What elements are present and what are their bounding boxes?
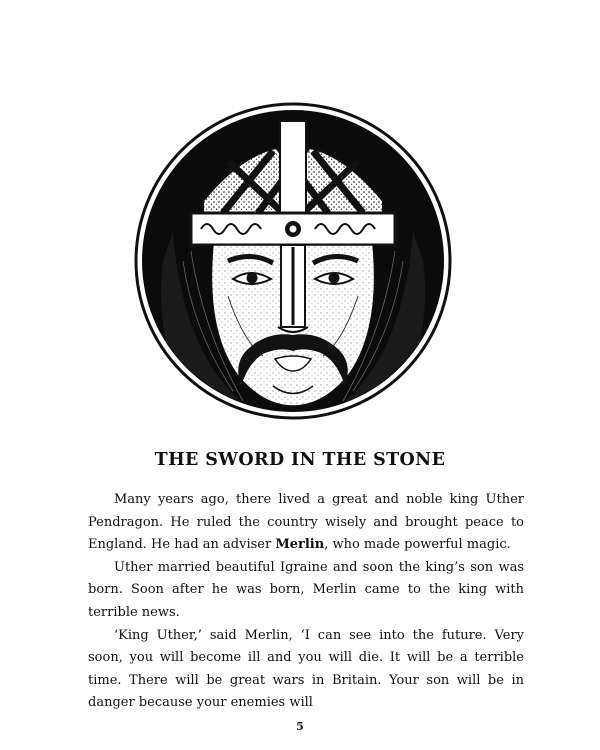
paragraph-1-after: , who made powerful magic. [324, 537, 511, 553]
paragraph-2: Uther married beautiful Igraine and soon the king’s son was born. Soon after he was born, Merlin came to the king with terrible news. [88, 559, 524, 620]
story-text [88, 489, 524, 715]
paragraph-1-before: Many years ago, there lived a great and noble king Uther Pendragon. He ruled the country wisely and brought peace to England. He had an adviser [88, 492, 524, 553]
paragraph-1-bold: Merlin [275, 537, 325, 553]
paragraph-3: ‘King Uther,’ said Merlin, ‘I can see into the future. Very soon, you will become ill and you will die. It will be a terrible time. There will be great wars in Britain. Your son will be in danger because your enemies will [88, 627, 524, 711]
knight-portrait-illustration [133, 101, 453, 421]
paragraph-1 [88, 489, 524, 557]
chapter-title: THE SWORD IN THE STONE [154, 450, 446, 470]
page-number: 5 [296, 720, 304, 733]
